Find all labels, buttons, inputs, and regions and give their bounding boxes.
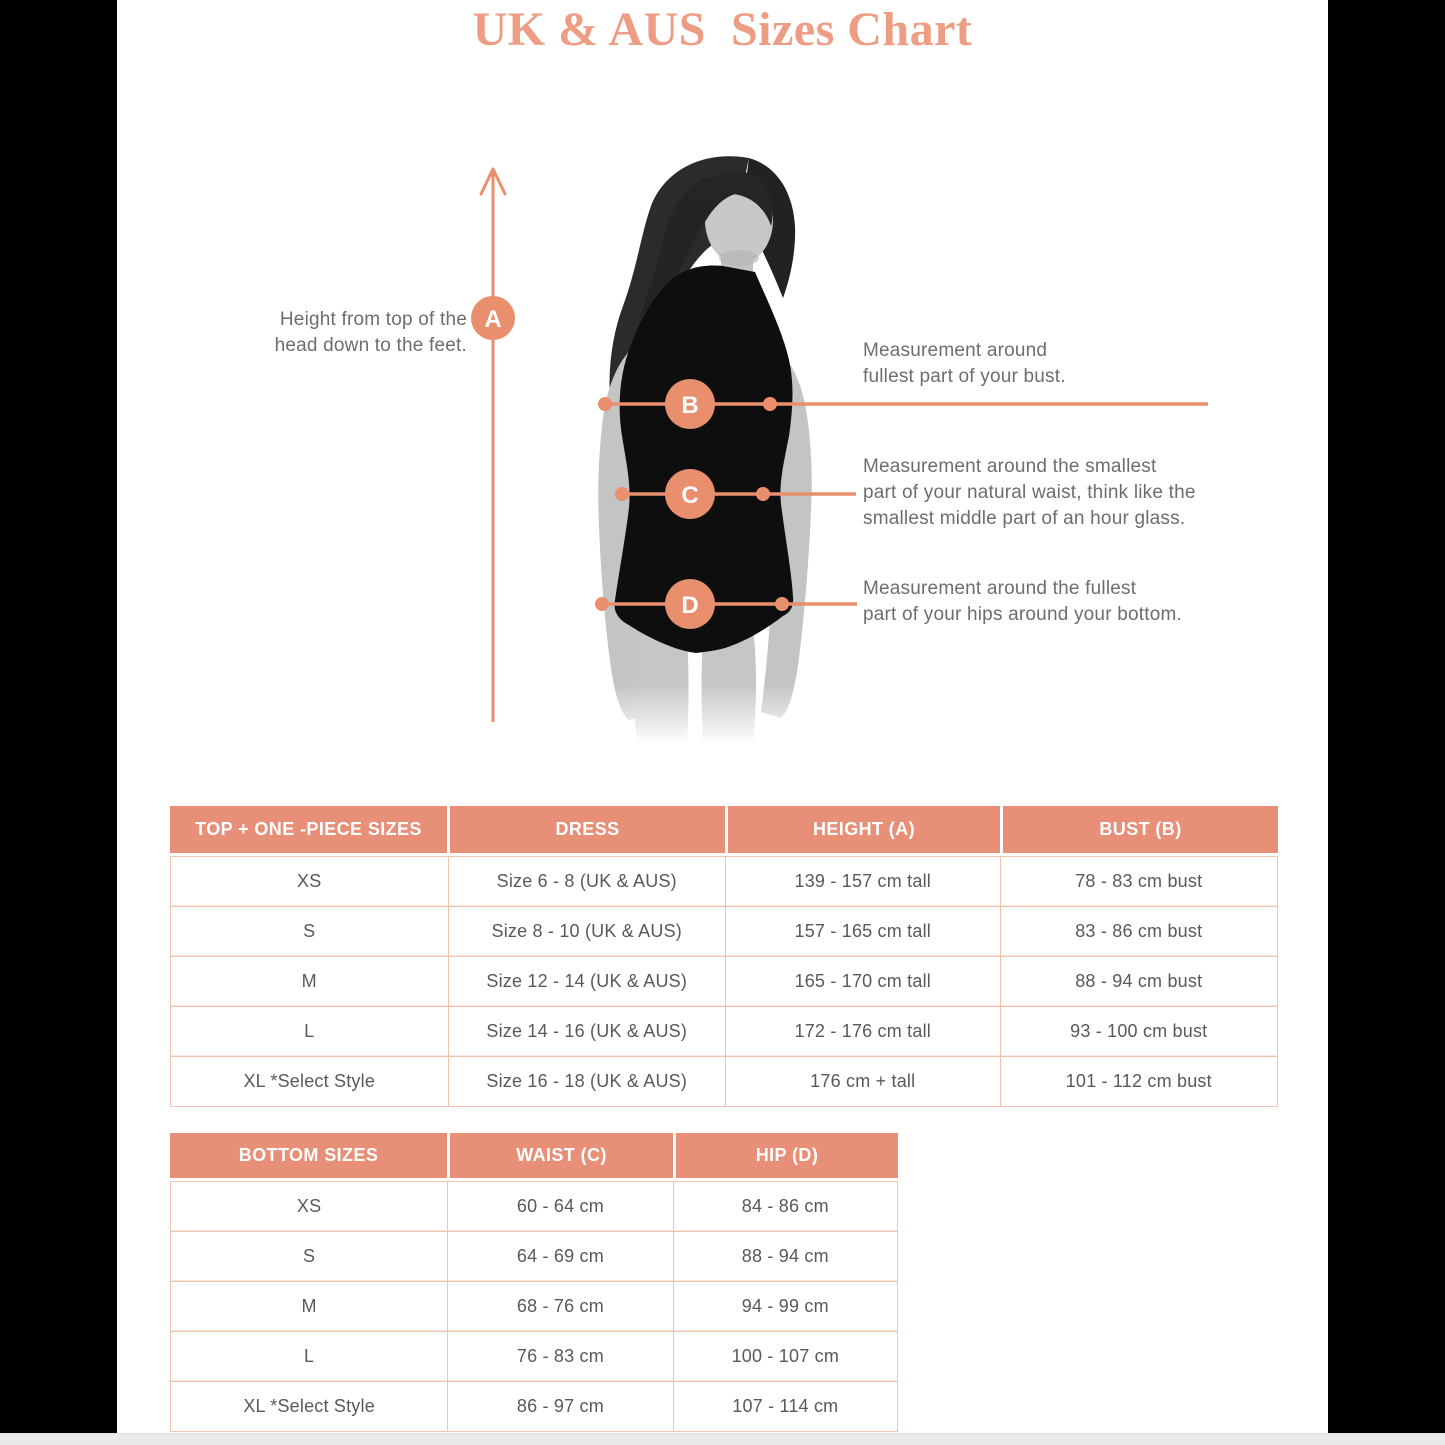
table-cell: Size 12 - 14 (UK & AUS)	[448, 957, 725, 1006]
table-row	[171, 857, 1277, 906]
table-cell: 84 - 86 cm	[673, 1182, 897, 1231]
column-header: TOP + ONE -PIECE SIZES	[170, 806, 447, 853]
table-cell: XL *Select Style	[243, 1396, 375, 1416]
marker-b-label: B	[681, 392, 699, 419]
table-cell: 94 - 99 cm	[673, 1282, 897, 1331]
marker-a-label: A	[484, 306, 502, 333]
table-cell: 88 - 94 cm bust	[1000, 957, 1278, 1006]
letterbox-left	[0, 0, 117, 1433]
waist-line-dot	[756, 487, 770, 501]
bottom-sizes-table	[170, 1133, 898, 1432]
top-sizes-table-header	[170, 806, 1278, 853]
bottom-sizes-table-body	[170, 1181, 898, 1432]
bust-note-line: fullest part of your bust.	[863, 366, 1066, 387]
height-note-line: Height from top of the	[279, 309, 467, 330]
table-cell: 64 - 69 cm	[447, 1232, 672, 1281]
table-cell: 68 - 76 cm	[447, 1282, 672, 1331]
table-cell: 176 cm + tall	[725, 1057, 1000, 1106]
table-cell: 86 - 97 cm	[447, 1382, 672, 1431]
table-cell: 60 - 64 cm	[447, 1182, 672, 1231]
table-row	[171, 1006, 1277, 1056]
table-cell: XL *Select Style	[243, 1071, 376, 1091]
height-note	[137, 307, 467, 359]
top-sizes-table	[170, 806, 1278, 1107]
table-row	[171, 956, 1277, 1006]
table-cell: L	[304, 1021, 315, 1041]
waist-note-line: Measurement around the smallest	[863, 456, 1157, 477]
table-row	[171, 1056, 1277, 1106]
height-note-line: head down to the feet.	[274, 335, 467, 356]
table-cell: 88 - 94 cm	[673, 1232, 897, 1281]
column-header: BOTTOM SIZES	[170, 1133, 447, 1178]
column-header: HEIGHT (A)	[725, 806, 1000, 853]
table-row	[171, 1231, 897, 1281]
hip-note	[863, 576, 1182, 628]
column-header: HIP (D)	[673, 1133, 898, 1178]
bust-note-line: Measurement around	[863, 340, 1048, 361]
column-header: DRESS	[447, 806, 725, 853]
table-cell: 139 - 157 cm tall	[725, 857, 1000, 906]
table-cell: M	[301, 971, 317, 991]
column-header: BUST (B)	[1000, 806, 1278, 853]
hip-note-line: part of your hips around your bottom.	[863, 604, 1182, 625]
hip-line-dot	[775, 597, 789, 611]
table-cell: 78 - 83 cm bust	[1000, 857, 1278, 906]
table-cell: 107 - 114 cm	[673, 1382, 897, 1431]
waist-line-dot	[615, 487, 629, 501]
table-cell: Size 14 - 16 (UK & AUS)	[448, 1007, 725, 1056]
table-cell: 93 - 100 cm bust	[1000, 1007, 1278, 1056]
table-cell: L	[304, 1346, 315, 1366]
table-cell: Size 16 - 18 (UK & AUS)	[448, 1057, 725, 1106]
table-cell: XS	[297, 871, 322, 891]
table-cell: Size 8 - 10 (UK & AUS)	[448, 907, 725, 956]
top-sizes-table-body	[170, 856, 1278, 1107]
table-cell: S	[303, 921, 316, 941]
bust-line-dot	[763, 397, 777, 411]
table-cell: 100 - 107 cm	[673, 1332, 897, 1381]
bust-line-dot	[598, 397, 612, 411]
bottom-sizes-table-header	[170, 1133, 898, 1178]
hip-line-dot	[595, 597, 609, 611]
table-cell: S	[303, 1246, 316, 1266]
table-cell: 76 - 83 cm	[447, 1332, 672, 1381]
table-row	[171, 1331, 897, 1381]
letterbox-right	[1328, 0, 1445, 1433]
table-cell: 101 - 112 cm bust	[1000, 1057, 1278, 1106]
table-cell: 172 - 176 cm tall	[725, 1007, 1000, 1056]
table-cell: XS	[296, 1196, 322, 1216]
waist-note-line: smallest middle part of an hour glass.	[863, 508, 1186, 529]
table-cell: 165 - 170 cm tall	[725, 957, 1000, 1006]
measurement-overlay	[440, 140, 1230, 752]
table-row	[171, 906, 1277, 956]
waist-note	[863, 454, 1196, 532]
bust-note	[863, 338, 1066, 390]
table-row	[171, 1381, 897, 1431]
marker-d-label: D	[681, 592, 699, 619]
bottom-bar	[0, 1433, 1445, 1445]
table-cell: 83 - 86 cm bust	[1000, 907, 1278, 956]
page-title: UK & AUS Sizes Chart	[472, 3, 973, 56]
table-cell: Size 6 - 8 (UK & AUS)	[448, 857, 725, 906]
table-row	[171, 1281, 897, 1331]
table-cell: 157 - 165 cm tall	[725, 907, 1000, 956]
table-cell: M	[301, 1296, 317, 1316]
marker-c-label: C	[681, 482, 699, 509]
column-header: WAIST (C)	[447, 1133, 673, 1178]
table-row	[171, 1182, 897, 1231]
waist-note-line: part of your natural waist, think like the	[863, 482, 1196, 503]
hip-note-line: Measurement around the fullest	[863, 578, 1137, 599]
